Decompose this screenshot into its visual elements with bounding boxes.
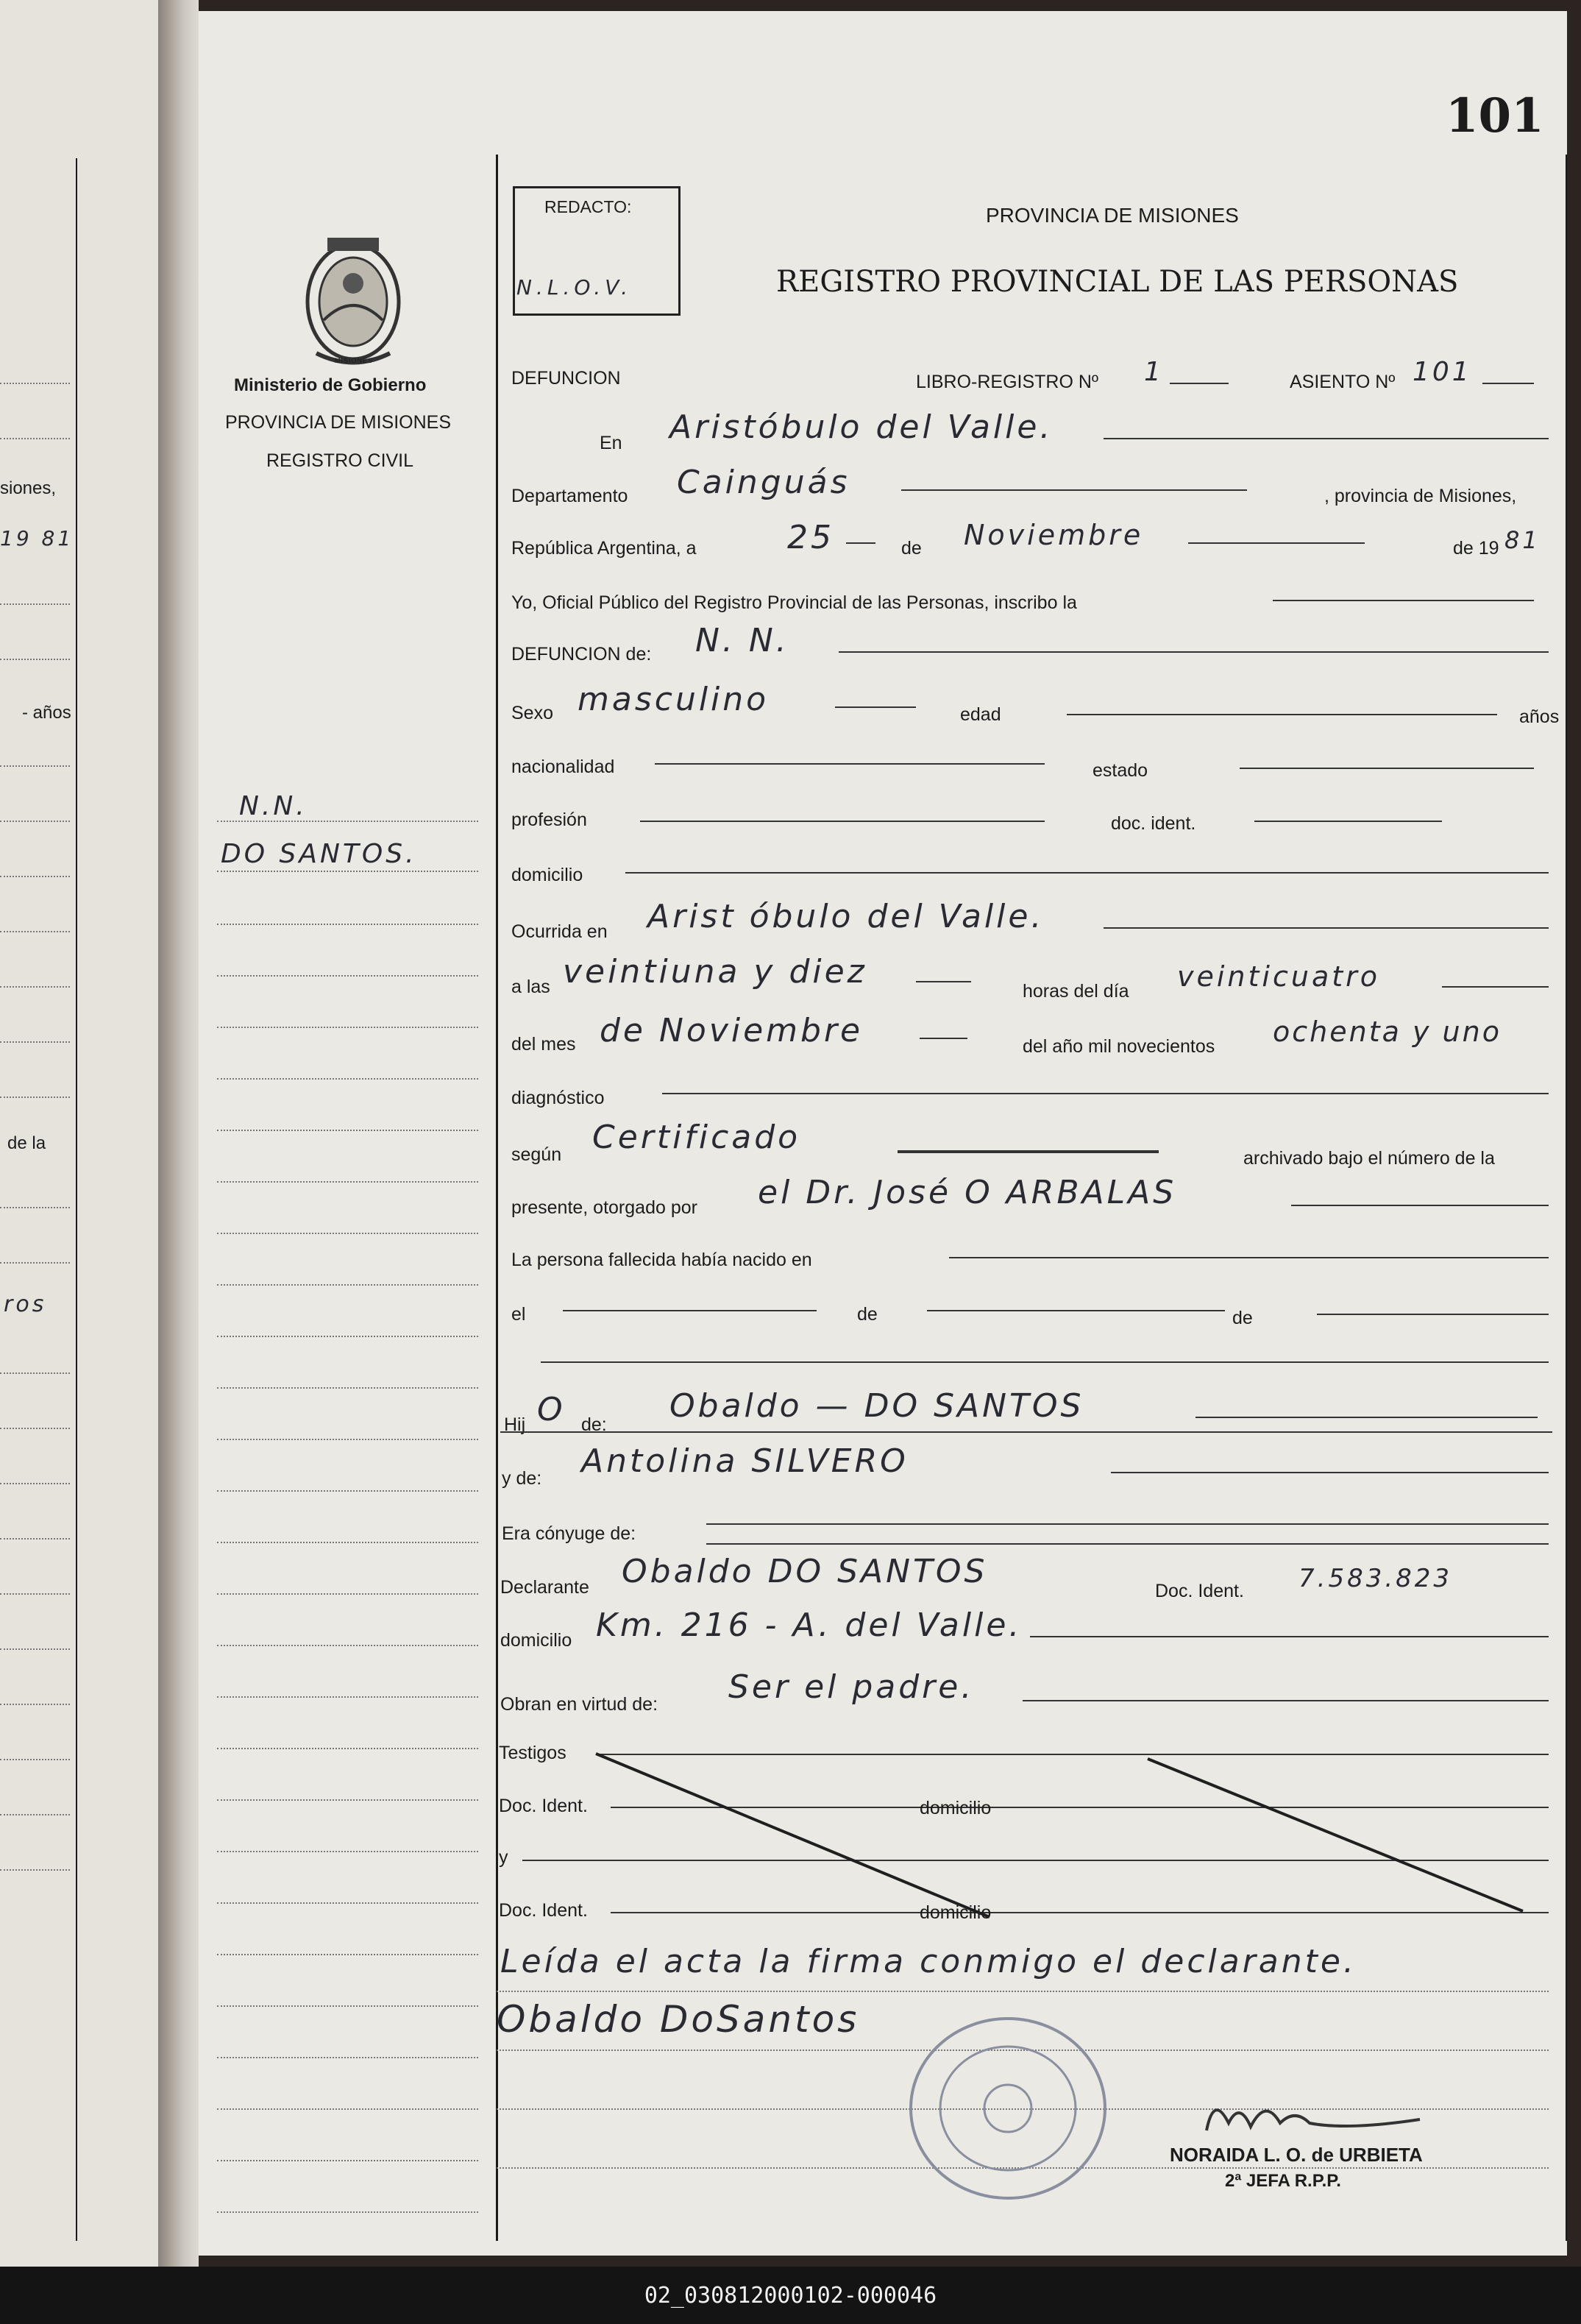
anos-label: años [1519,706,1560,727]
book-gutter [158,0,199,2267]
lugar-value: Aristóbulo del Valle. [669,408,1054,446]
padre-value: Obaldo — DO SANTOS [669,1387,1084,1425]
defuncion-de-label: DEFUNCION de: [511,644,652,665]
declarante-doc-value: 7.583.823 [1298,1564,1453,1593]
inscribo-label: Yo, Oficial Público del Registro Provincial de las Personas, inscribo la [511,592,1077,613]
ano-value: 81 [1504,526,1541,554]
segun-value: Certificado [592,1119,801,1156]
estado-label: estado [1093,760,1148,781]
republica-label: República Argentina, a [511,538,697,559]
del-mes-label: del mes [511,1034,576,1055]
mes-value: Noviembre [964,519,1144,551]
libro-value: 1 [1144,357,1164,387]
testigo2-doc-label: Doc. Ident. [499,1900,588,1921]
el-label: el [511,1304,526,1325]
libro-label: LIBRO-REGISTRO Nº [916,372,1099,392]
madre-value: Antolina SILVERO [581,1442,909,1480]
archivado-label: archivado bajo el número de la [1243,1148,1495,1169]
left-fragment: - años [22,703,71,723]
nacionalidad-label: nacionalidad [511,757,615,777]
testigos-label: Testigos [499,1743,566,1763]
testigo1-domicilio-label: domicilio [920,1798,992,1818]
dia-value: 25 [787,519,834,556]
doc-ident-label: doc. ident. [1111,813,1196,834]
ministry-province: PROVINCIA DE MISIONES [225,412,452,433]
defuncion-heading: DEFUNCION [511,368,621,389]
en-label: En [600,433,622,453]
testigo2-y-label: y [499,1847,508,1868]
hij-label: Hij [504,1414,526,1435]
left-fragment: ros [4,1292,47,1317]
testigo2-domicilio-label: domicilio [920,1902,992,1923]
medico-value: el Dr. José O ARBALAS [758,1174,1177,1211]
nacido-de2-label: de [1232,1308,1253,1328]
redacto-value: N.L.O.V. [516,275,632,300]
left-fragment: de la [7,1133,46,1153]
register-page [199,11,1567,2256]
segun-label: según [511,1144,562,1165]
de19-label: de 19 [1453,538,1499,559]
officer-signature [1199,2086,1435,2145]
dia-texto-value: veinticuatro [1177,960,1380,993]
padre-de-label: de: [581,1414,607,1435]
departamento-label: Departamento [511,486,628,506]
ministry-name: Ministerio de Gobierno [234,375,427,395]
diagnostico-label: diagnóstico [511,1088,605,1108]
horas-label: horas del día [1023,981,1129,1002]
declarante-domicilio-label: domicilio [500,1630,572,1651]
officer-name: NORAIDA L. O. de URBIETA [1170,2144,1423,2166]
declarante-doc-label: Doc. Ident. [1155,1581,1244,1601]
declarante-label: Declarante [500,1577,589,1598]
testigo1-doc-label: Doc. Ident. [499,1796,588,1816]
asiento-label: ASIENTO Nº [1290,372,1396,392]
margin-name-line2: DO SANTOS. [221,839,417,869]
leida-acta-text: Leída el acta la firma conmigo el declarante. [500,1943,1357,1980]
nacido-label: La persona fallecida había nacido en [511,1250,812,1270]
sexo-value: masculino [578,681,770,718]
declarante-domicilio-value: Km. 216 - A. del Valle. [596,1606,1023,1644]
departamento-value: Cainguás [677,464,850,501]
sexo-label: Sexo [511,703,553,723]
provincia-misiones-label: , provincia de Misiones, [1324,486,1517,506]
officer-title: 2ª JEFA R.P.P. [1225,2171,1341,2191]
image-id-footer: 02_030812000102-000046 [0,2267,1581,2324]
hora-value: veintiuna y diez [563,953,867,991]
obran-value: Ser el padre. [728,1668,975,1706]
declarante-signature: Obaldo DoSantos [497,1998,860,2041]
declarante-value: Obaldo DO SANTOS [622,1553,988,1590]
domicilio-label: domicilio [511,865,583,885]
ocurrida-label: Ocurrida en [511,921,608,942]
hij-suffix: O [537,1391,566,1428]
left-page [0,0,160,2267]
del-ano-label: del año mil novecientos [1023,1036,1215,1057]
profesion-label: profesión [511,809,587,830]
ano-texto-value: ochenta y uno [1273,1016,1502,1048]
official-seal-stamp [905,2013,1111,2204]
province-title: PROVINCIA DE MISIONES [986,204,1239,227]
conyuge-label: Era cónyuge de: [502,1523,636,1544]
civil-registry: REGISTRO CIVIL [266,450,414,471]
seal-label: MISIONES [335,357,374,364]
edad-label: edad [960,704,1001,725]
asiento-value: 101 [1413,357,1472,387]
mes-texto-value: de Noviembre [600,1012,864,1049]
a-las-label: a las [511,977,550,997]
y-de-label: y de: [502,1468,542,1489]
redacto-label: REDACTO: [544,197,632,216]
page-number: 101 [1446,88,1544,144]
presente-label: presente, otorgado por [511,1197,697,1218]
nacido-de-label: de [857,1304,878,1325]
testigos-strike-lines [199,11,1567,2256]
margin-name-line1: N.N. [239,791,308,821]
obran-label: Obran en virtud de: [500,1694,658,1715]
registry-title: REGISTRO PROVINCIAL DE LAS PERSONAS [776,265,1459,299]
de-label: de [901,538,922,559]
left-fragment: 19 81 [0,526,74,550]
ocurrida-value: Arist óbulo del Valle. [647,898,1045,935]
nombre-value: N. N. [695,622,789,659]
left-fragment: siones, [0,478,57,498]
